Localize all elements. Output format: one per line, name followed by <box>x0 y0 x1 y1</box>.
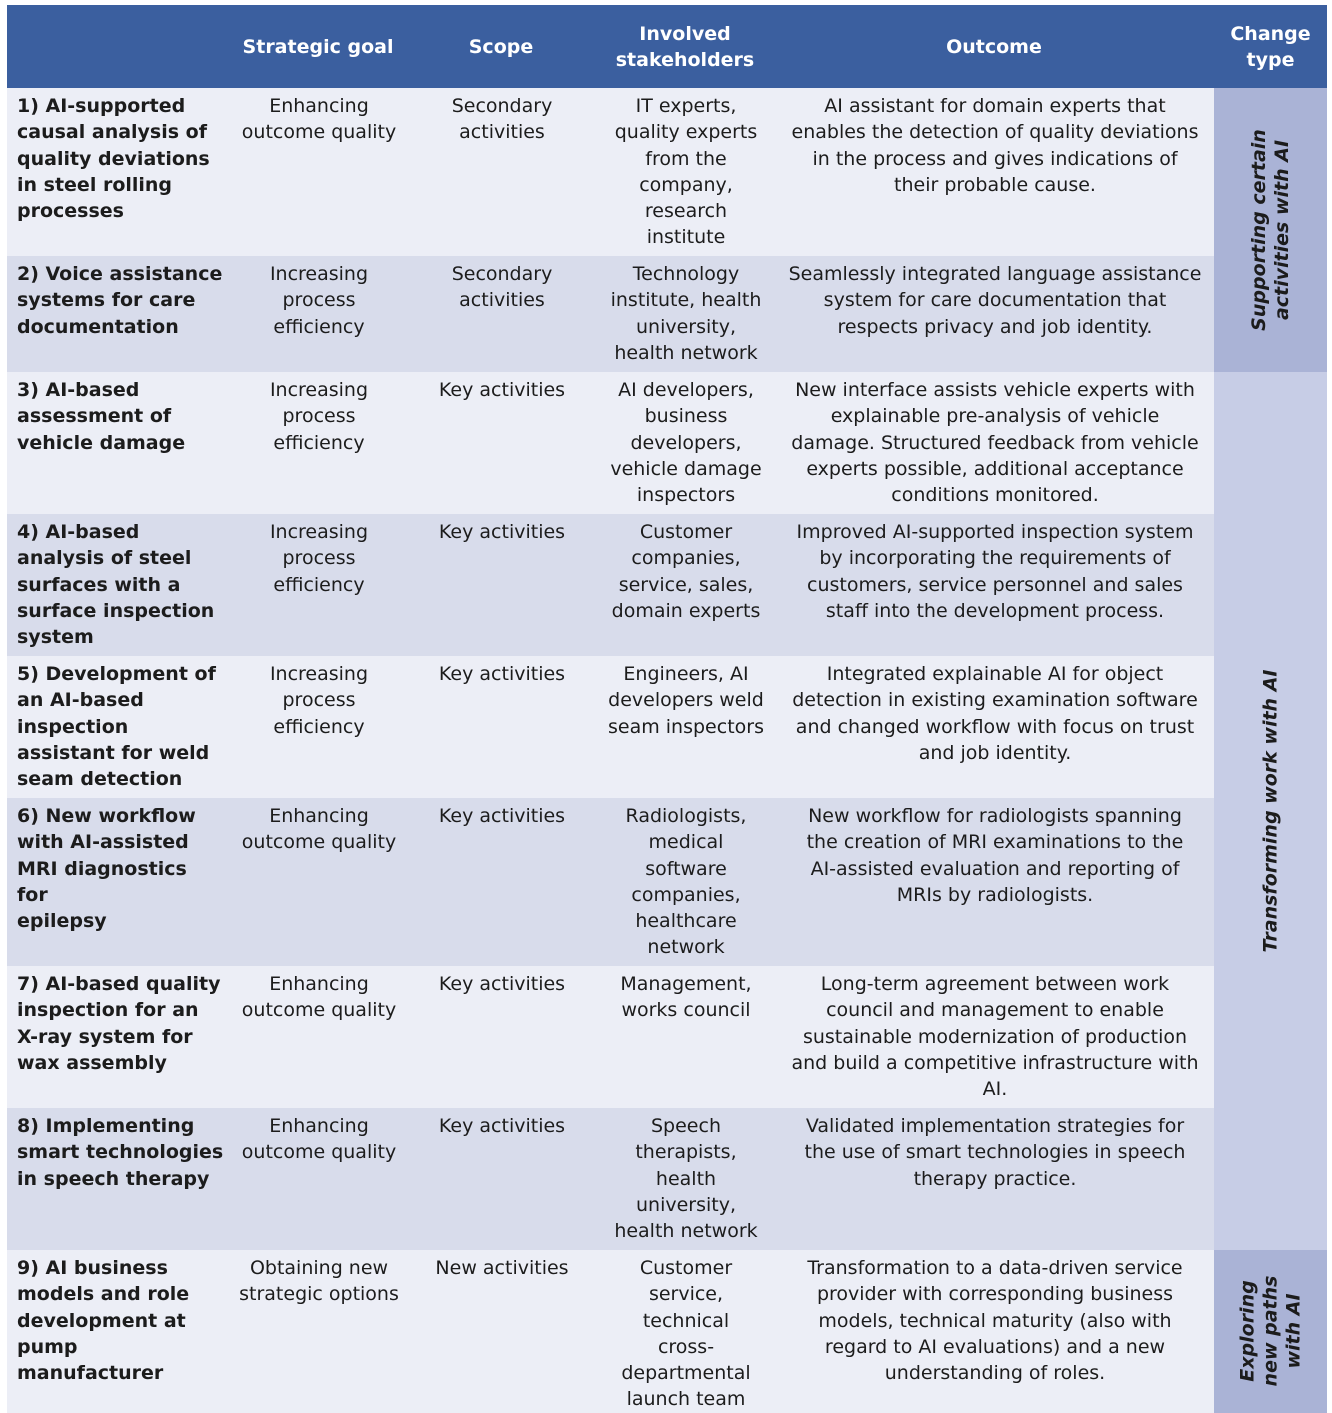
outcome-cell-line: and changed workflow with focus on trust <box>795 715 1195 738</box>
outcome-cell-line: in the process and gives indications of <box>812 147 1178 170</box>
scope-cell <box>406 256 596 372</box>
case-title-line: models and role <box>17 1283 190 1306</box>
stakeholders-cell-line: vehicle damage <box>610 457 762 480</box>
outcome-cell <box>774 798 1214 966</box>
case-title-line: assistant for weld <box>17 741 210 764</box>
case-title-line: surfaces with a <box>17 573 181 596</box>
outcome-cell-line: the creation of MRI examinations to the <box>806 831 1184 854</box>
stakeholders-cell-line: Customer <box>639 1257 733 1279</box>
change-type-line: Exploring <box>1236 1280 1258 1383</box>
outcome-cell <box>774 966 1214 1108</box>
stakeholders-cell-line: software <box>645 857 727 880</box>
strategic-goal-cell <box>230 1108 406 1250</box>
case-title-line: epilepsy <box>17 910 107 933</box>
strategic-goal-cell-line: Increasing <box>269 521 369 543</box>
stakeholders-cell-line: health <box>655 1167 717 1190</box>
outcome-cell-line: detection in existing examination software <box>792 689 1198 712</box>
stakeholders-cell-line: domain experts <box>611 599 761 622</box>
scope-cell <box>406 372 596 514</box>
table-body <box>7 88 1327 1413</box>
case-title-line: inspection for an <box>17 999 199 1022</box>
scope-cell-line: Key activities <box>438 379 566 401</box>
strategic-goal-cell-line: strategic options <box>239 1283 399 1306</box>
case-title-line: documentation <box>17 315 179 338</box>
strategic-goal-cell-line: Enhancing <box>269 95 369 117</box>
case-title-line: causal analysis of <box>17 121 207 144</box>
stakeholders-cell-line: launch team <box>626 1388 746 1411</box>
strategic-goal-cell <box>230 88 406 256</box>
strategic-goal-cell <box>230 514 406 656</box>
scope-cell <box>406 966 596 1108</box>
change-type-label <box>1259 670 1282 953</box>
case-title <box>7 1108 230 1250</box>
strategic-goal-cell-line: Enhancing <box>269 1115 369 1137</box>
case-title-line: development at <box>17 1309 186 1332</box>
stakeholders-cell-line: service, sales, <box>618 573 754 596</box>
scope-cell-line: New activities <box>435 1257 569 1279</box>
outcome-cell-line: their probable cause. <box>894 173 1096 196</box>
outcome-cell-line: respects privacy and job identity. <box>837 315 1153 338</box>
strategic-goal-cell-line: outcome quality <box>241 831 397 854</box>
header-row <box>7 5 1327 88</box>
case-title <box>7 1250 230 1413</box>
outcome-cell-line: provider with corresponding business <box>816 1283 1174 1306</box>
scope-cell-line: activities <box>459 289 545 312</box>
table-row <box>7 966 1327 1108</box>
change-type-label <box>1248 129 1294 331</box>
header-change-type-line: Change <box>1230 22 1311 45</box>
strategic-goal-cell-line: Obtaining new <box>249 1257 389 1279</box>
scope-cell-line: Secondary <box>451 263 553 285</box>
scope-cell-line: Key activities <box>438 805 566 827</box>
case-title-line: systems for care <box>17 289 196 312</box>
scope-cell-line: Key activities <box>438 1115 566 1137</box>
case-title <box>7 256 230 372</box>
stakeholders-cell-line: health network <box>614 1220 758 1243</box>
stakeholders-cell <box>596 1250 774 1413</box>
scope-cell-line: Key activities <box>438 973 566 995</box>
stakeholders-cell <box>596 1108 774 1250</box>
outcome-cell-line: council and management to enable <box>826 999 1164 1022</box>
stakeholders-cell-line: quality experts <box>614 121 758 144</box>
outcome-cell-line: Integrated explainable AI for object <box>826 663 1164 685</box>
stakeholders-cell-line: seam inspectors <box>608 715 764 738</box>
stakeholders-cell-line: therapists, <box>635 1141 737 1164</box>
table-row <box>7 514 1327 656</box>
case-title-line: processes <box>17 200 124 223</box>
stakeholders-cell-line: Engineers, AI <box>623 663 749 685</box>
case-title-line: seam detection <box>17 768 183 791</box>
case-title-line: 4) AI-based <box>17 521 140 543</box>
change-type-line: with AI <box>1282 1293 1304 1369</box>
stakeholders-cell-line: healthcare <box>635 910 737 933</box>
stakeholders-cell-line: Technology <box>632 263 740 285</box>
change-type-label <box>1236 1276 1305 1387</box>
cases-table <box>7 5 1327 1413</box>
header-stakeholders-line: stakeholders <box>615 48 755 71</box>
outcome-cell <box>774 88 1214 256</box>
stakeholders-cell-line: company, <box>639 173 733 196</box>
stakeholders-cell-line: companies, <box>631 883 741 906</box>
outcome-cell-line: and job identity. <box>918 741 1072 764</box>
stakeholders-cell-line: works council <box>621 999 751 1022</box>
strategic-goal-cell-line: Enhancing <box>269 805 369 827</box>
scope-cell-line: Secondary <box>451 95 553 117</box>
outcome-cell-line: by incorporating the requirements of <box>819 547 1171 570</box>
case-title-line: inspection <box>17 715 129 738</box>
outcome-cell-line: therapy practice. <box>913 1167 1077 1190</box>
header-change-type-line: type <box>1246 48 1295 71</box>
scope-cell-line: Key activities <box>438 521 566 543</box>
stakeholders-cell-line: companies, <box>631 547 741 570</box>
outcome-cell-line: customers, service personnel and sales <box>807 573 1183 596</box>
change-type-line: new paths <box>1259 1275 1281 1387</box>
header-outcome: Outcome <box>774 5 1214 88</box>
outcome-cell-line: regard to AI evaluations) and a new <box>824 1335 1166 1358</box>
table-row <box>7 372 1327 514</box>
case-title-line: pump <box>17 1335 78 1358</box>
stakeholders-cell <box>596 372 774 514</box>
stakeholders-cell-line: Management, <box>620 973 752 995</box>
stakeholders-cell <box>596 966 774 1108</box>
case-title-line: smart technologies <box>17 1141 224 1164</box>
outcome-cell-line: Validated implementation strategies for <box>805 1115 1185 1137</box>
case-title <box>7 798 230 966</box>
stakeholders-cell-line: Customer <box>639 521 733 543</box>
strategic-goal-cell-line: Increasing <box>269 263 369 285</box>
case-title-line: 5) Development of <box>17 663 216 685</box>
stakeholders-cell-line: IT experts, <box>635 95 737 117</box>
header-stakeholders-line: Involved <box>639 22 731 45</box>
stakeholders-cell-line: medical <box>648 831 724 854</box>
strategic-goal-cell <box>230 1250 406 1413</box>
stakeholders-cell-line: research <box>644 200 728 223</box>
case-title <box>7 966 230 1108</box>
outcome-cell-line: models, technical maturity (also with <box>818 1309 1172 1332</box>
strategic-goal-cell-line: outcome quality <box>241 1141 397 1164</box>
outcome-cell-line: Improved AI-supported inspection system <box>796 521 1194 543</box>
scope-cell <box>406 1108 596 1250</box>
case-title-line: 7) AI-based quality <box>17 973 221 995</box>
change-type-cell <box>1214 1250 1327 1413</box>
outcome-cell <box>774 256 1214 372</box>
table-row <box>7 1250 1327 1413</box>
strategic-goal-cell-line: efficiency <box>273 431 365 454</box>
table-row <box>7 798 1327 966</box>
outcome-cell-line: AI assistant for domain experts that <box>824 95 1166 117</box>
scope-cell <box>406 1250 596 1413</box>
outcome-cell <box>774 1108 1214 1250</box>
outcome-cell-line: system for care documentation that <box>823 289 1167 312</box>
strategic-goal-cell-line: efficiency <box>273 573 365 596</box>
header-case <box>7 5 230 88</box>
stakeholders-cell-line: university, <box>635 315 737 338</box>
case-title-line: in speech therapy <box>17 1167 210 1190</box>
outcome-cell-line: conditions monitored. <box>891 484 1099 507</box>
stakeholders-cell-line: university, <box>635 1193 737 1216</box>
case-title-line: 2) Voice assistance <box>17 263 223 285</box>
strategic-goal-cell <box>230 256 406 372</box>
strategic-goal-cell <box>230 372 406 514</box>
stakeholders-cell-line: from the <box>645 147 727 170</box>
case-title-line: with AI-assisted <box>17 831 189 854</box>
case-title-line: an AI-based <box>17 689 144 712</box>
outcome-cell-line: staff into the development process. <box>825 599 1165 622</box>
strategic-goal-cell-line: efficiency <box>273 715 365 738</box>
scope-cell <box>406 656 596 798</box>
change-type-line: activities with AI <box>1270 139 1293 321</box>
case-title-line: 6) New workflow <box>17 805 196 827</box>
case-title-line: 9) AI business <box>17 1257 168 1279</box>
stakeholders-cell-line: institute, health <box>610 289 762 312</box>
strategic-goal-cell-line: process <box>282 289 356 312</box>
stakeholders-cell <box>596 656 774 798</box>
stakeholders-cell-line: institute <box>646 226 726 249</box>
outcome-cell-line: New workflow for radiologists spanning <box>808 805 1182 827</box>
case-title-line: in steel rolling <box>17 173 173 196</box>
case-title-line: assessment of <box>17 405 172 428</box>
stakeholders-cell-line: business <box>644 405 728 428</box>
stakeholders-cell-line: network <box>647 936 725 959</box>
stakeholders-cell-line: inspectors <box>636 484 736 507</box>
outcome-cell-line: sustainable modernization of production <box>802 1025 1188 1048</box>
header-scope: Scope <box>406 5 596 88</box>
cases-table-container <box>7 5 1327 1411</box>
stakeholders-cell-line: cross- <box>657 1335 715 1358</box>
strategic-goal-cell-line: outcome quality <box>241 999 397 1022</box>
strategic-goal-cell-line: Enhancing <box>269 973 369 995</box>
outcome-cell <box>774 372 1214 514</box>
case-title-line: 3) AI-based <box>17 379 140 401</box>
case-title <box>7 656 230 798</box>
header-stakeholders <box>596 5 774 88</box>
outcome-cell-line: New interface assists vehicle experts with <box>795 379 1195 401</box>
stakeholders-cell-line: developers weld <box>608 689 764 712</box>
case-title-line: MRI diagnostics for <box>17 857 187 906</box>
strategic-goal-cell-line: Increasing <box>269 663 369 685</box>
outcome-cell-line: experts possible, additional acceptance <box>806 457 1184 480</box>
case-title-line: surface inspection <box>17 599 215 622</box>
scope-cell <box>406 798 596 966</box>
outcome-cell-line: enables the detection of quality deviations <box>791 121 1199 144</box>
change-type-cell <box>1214 372 1327 1250</box>
strategic-goal-cell-line: process <box>282 547 356 570</box>
header-change-type <box>1214 5 1327 88</box>
scope-cell-line: Key activities <box>438 663 566 685</box>
header-strategic-goal: Strategic goal <box>230 5 406 88</box>
case-title <box>7 514 230 656</box>
case-title-line: 8) Implementing <box>17 1115 195 1137</box>
stakeholders-cell <box>596 256 774 372</box>
outcome-cell <box>774 514 1214 656</box>
scope-cell <box>406 88 596 256</box>
stakeholders-cell-line: departmental <box>621 1362 751 1385</box>
outcome-cell-line: AI-assisted evaluation and reporting of <box>810 857 1180 880</box>
outcome-cell-line: AI. <box>982 1078 1008 1101</box>
strategic-goal-cell <box>230 656 406 798</box>
case-title <box>7 88 230 256</box>
outcome-cell-line: MRIs by radiologists. <box>896 883 1094 906</box>
stakeholders-cell-line: health network <box>614 341 758 364</box>
outcome-cell-line: understanding of roles. <box>884 1362 1106 1385</box>
strategic-goal-cell-line: process <box>282 405 356 428</box>
case-title-line: quality deviations <box>17 147 210 170</box>
stakeholders-cell <box>596 514 774 656</box>
table-row <box>7 656 1327 798</box>
change-type-line: Transforming work with AI <box>1259 669 1281 953</box>
outcome-cell <box>774 656 1214 798</box>
case-title-line: manufacturer <box>17 1362 164 1385</box>
table-row <box>7 1108 1327 1250</box>
outcome-cell-line: damage. Structured feedback from vehicle <box>791 431 1199 454</box>
outcome-cell-line: Seamlessly integrated language assistance <box>788 263 1202 285</box>
change-type-cell <box>1214 88 1327 372</box>
case-title-line: analysis of steel <box>17 547 192 570</box>
stakeholders-cell <box>596 798 774 966</box>
outcome-cell-line: the use of smart technologies in speech <box>804 1141 1186 1164</box>
stakeholders-cell-line: Radiologists, <box>625 805 747 827</box>
table-row <box>7 256 1327 372</box>
outcome-cell <box>774 1250 1214 1413</box>
stakeholders-cell-line: Speech <box>651 1115 721 1137</box>
case-title-line: vehicle damage <box>17 431 186 454</box>
stakeholders-cell-line: developers, <box>630 431 742 454</box>
case-title <box>7 372 230 514</box>
outcome-cell-line: and build a competitive infrastructure with <box>791 1051 1199 1074</box>
scope-cell <box>406 514 596 656</box>
strategic-goal-cell-line: outcome quality <box>241 121 397 144</box>
case-title-line: system <box>17 626 94 649</box>
case-title-line: X-ray system for <box>17 1025 193 1048</box>
stakeholders-cell <box>596 88 774 256</box>
strategic-goal-cell <box>230 966 406 1108</box>
scope-cell-line: activities <box>459 121 545 144</box>
strategic-goal-cell-line: efficiency <box>273 315 365 338</box>
change-type-line: Supporting certain <box>1247 129 1270 331</box>
outcome-cell-line: explainable pre-analysis of vehicle <box>830 405 1160 428</box>
strategic-goal-cell-line: process <box>282 689 356 712</box>
strategic-goal-cell-line: Increasing <box>269 379 369 401</box>
outcome-cell-line: Transformation to a data-driven service <box>807 1257 1183 1279</box>
outcome-cell-line: Long-term agreement between work <box>820 973 1170 995</box>
strategic-goal-cell <box>230 798 406 966</box>
table-row <box>7 88 1327 256</box>
case-title-line: wax assembly <box>17 1051 167 1074</box>
case-title-line: 1) AI-supported <box>17 95 186 117</box>
stakeholders-cell-line: AI developers, <box>618 379 754 401</box>
stakeholders-cell-line: service, technical <box>642 1283 730 1332</box>
